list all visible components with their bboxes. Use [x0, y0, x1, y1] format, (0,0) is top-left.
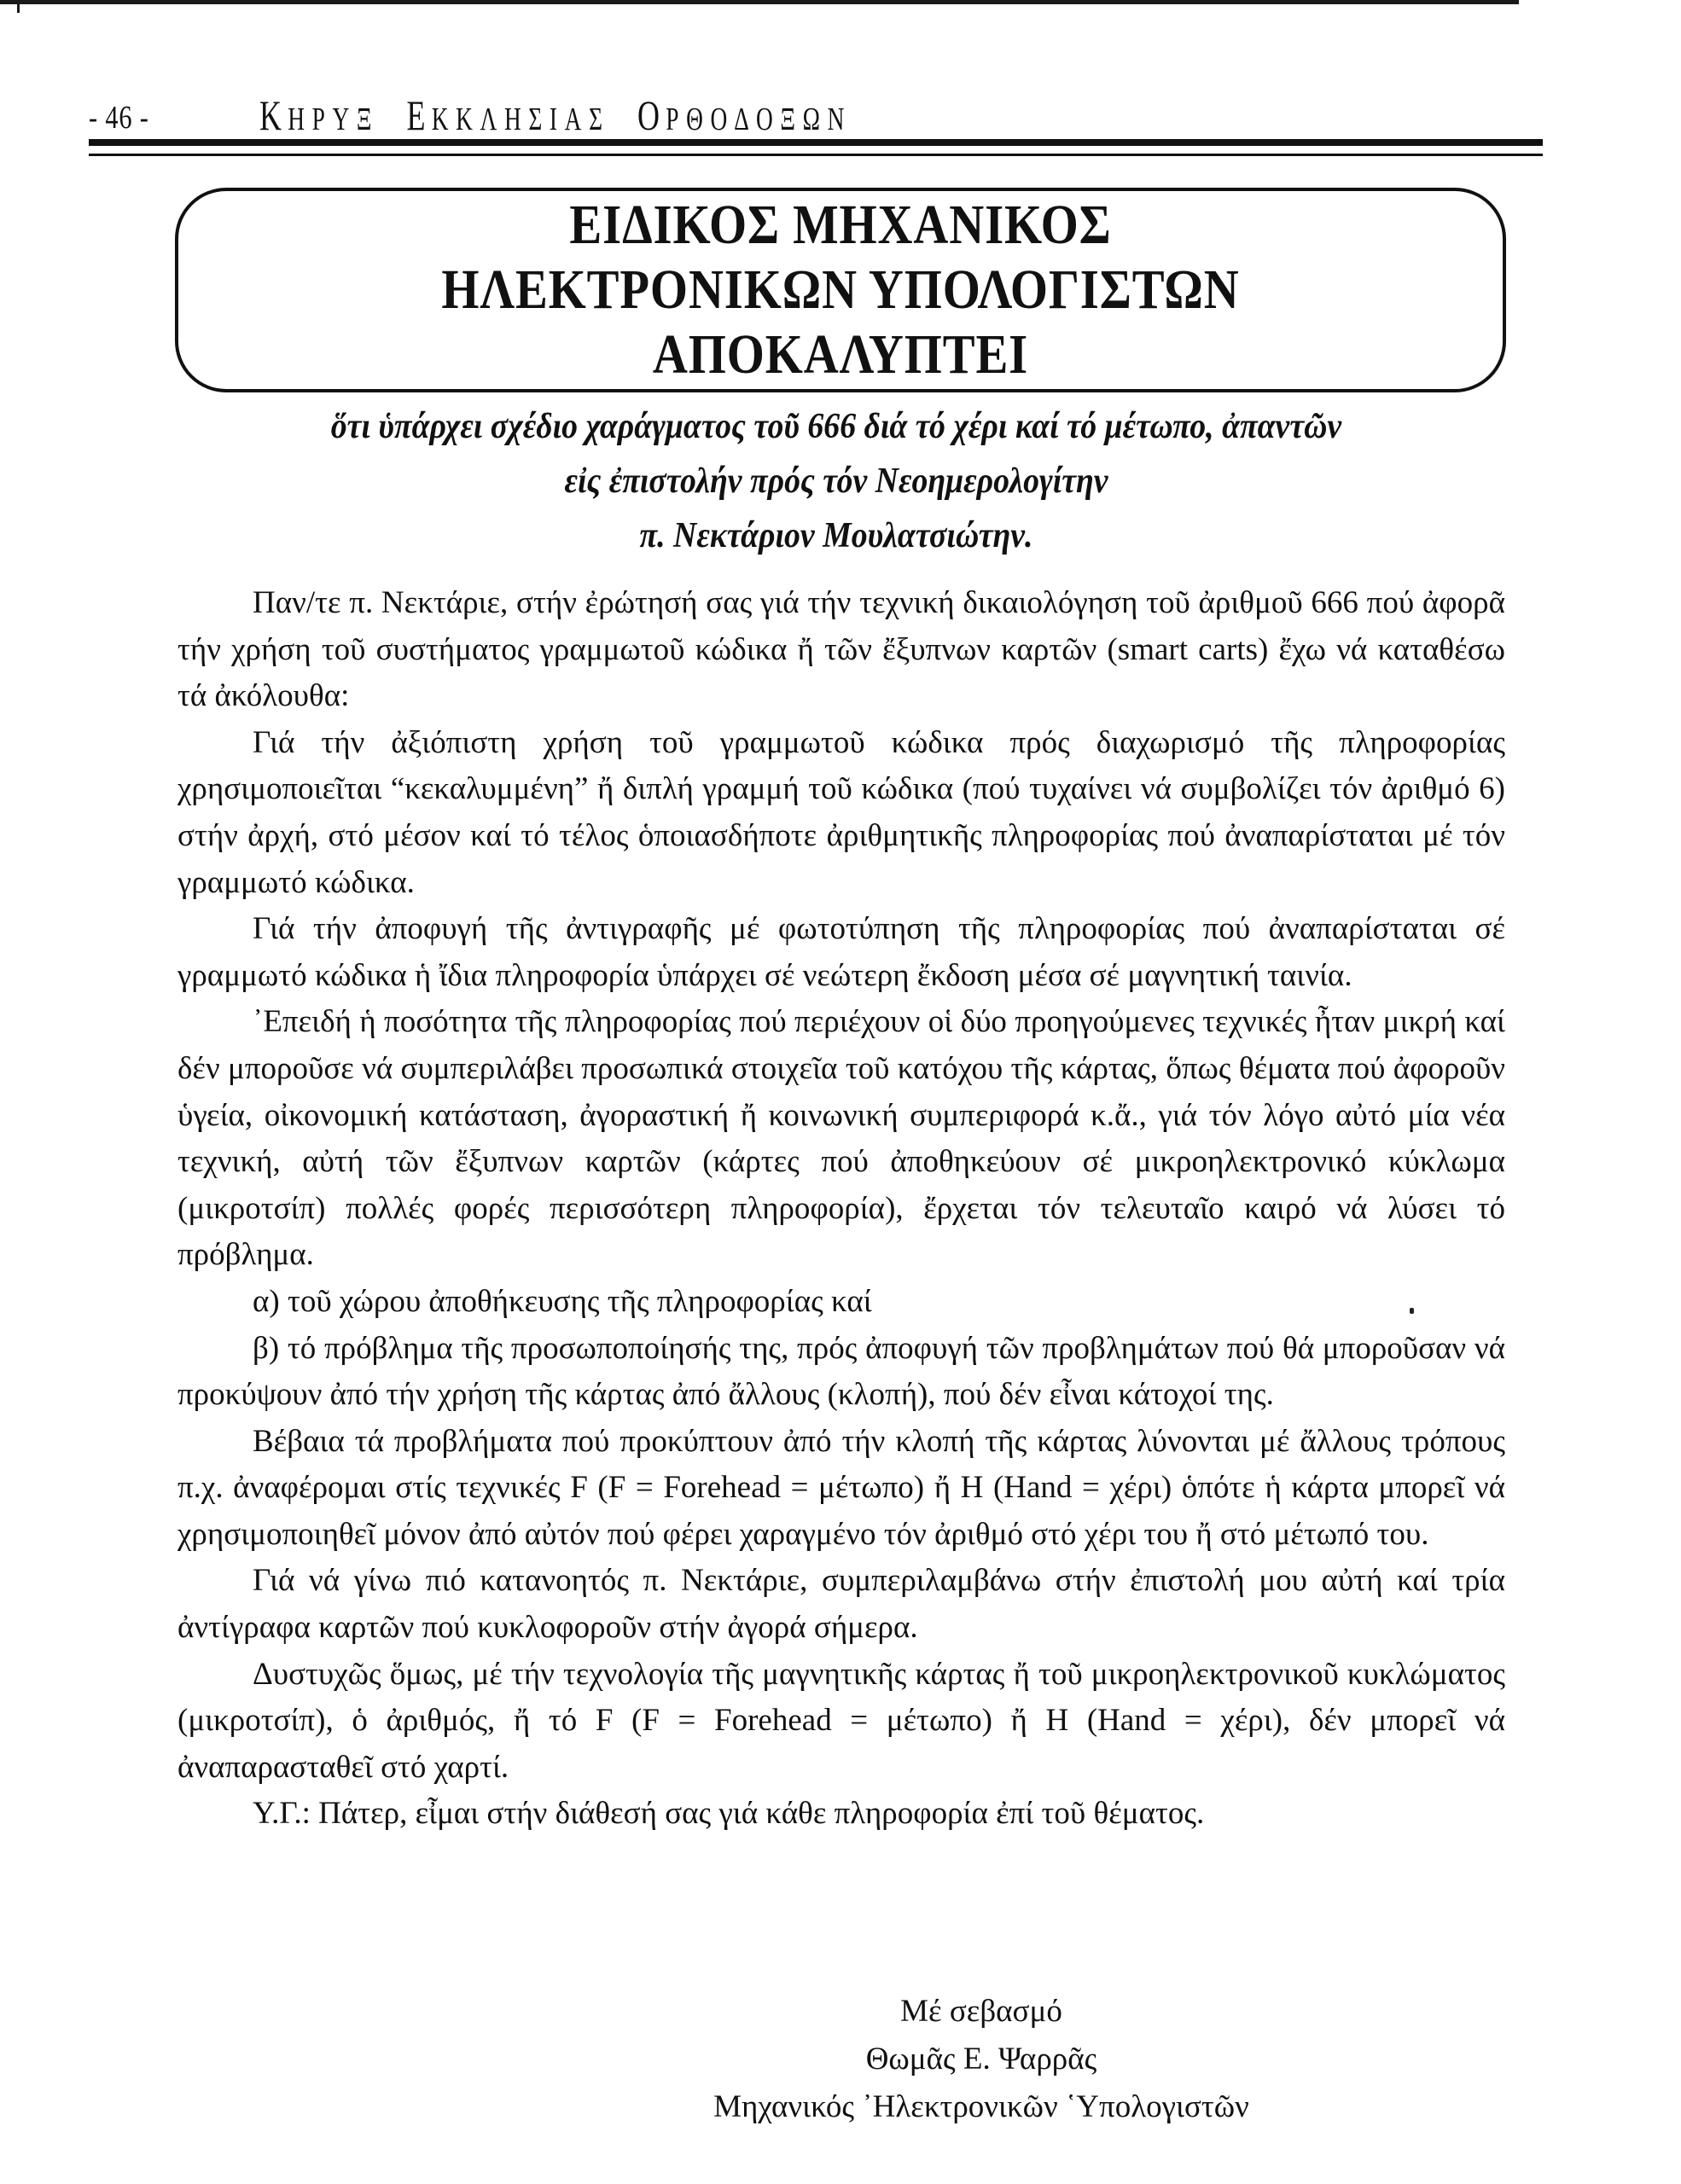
signature-name: Θωμᾶς Ε. Ψαρρᾶς [865, 2042, 1097, 2077]
subtitle-line-3: π. Νεκτάριον Μουλατσιώτην. [639, 516, 1033, 555]
paragraph-theft: Βέβαια τά προβλήματα πού προκύπτουν ἀπό τήν κλοπή τῆς κάρτας λύνονται μέ ἄλλους τρόπους π.χ. ἀναφέρομαι στίς τεχνικές F (F = Forehead = μέτωπο) ἤ H (Hand = χέρι) ὁπότε ἡ κάρτα μπορεῖ νά χρησιμοποιηθεῖ μόνον ἀπό αὐτόν πού φέρει χαραγμένο τόν ἀριθμό στό χέρι του ἤ στό μέτωπό του. [177, 1423, 1505, 1552]
journal-title-initial-2: Ε [406, 91, 432, 139]
signature-closing: Μέ σεβασμό [900, 1994, 1062, 2029]
headline [175, 193, 1506, 387]
signature-title: Μηχανικός ᾿Ηλεκτρονικῶν ῾Υπολογιστῶν [713, 2089, 1249, 2124]
paragraph-enclosures: Γιά νά γίνω πιό κατανοητός π. Νεκτάριε, συμπεριλαμβάνω στήν ἐπιστολή μου αὐτή καί τρία ἀντίγραφα καρτῶν πού κυκλοφοροῦν στήν ἀγορά σήμερα. [177, 1563, 1505, 1646]
header-rule-thin [89, 154, 1543, 156]
paragraph-salutation: Παν/τε π. Νεκτάριε, στήν ἐρώτησή σας γιά τήν τεχνική δικαιολόγηση τοῦ ἀριθμοῦ 666 πού ἀφορᾶ τήν χρήση τοῦ συστήματος γραμμωτοῦ κώδικα ἤ τῶν ἔξυπνων καρτῶν (smart carts) ἔχω νά καταθέσω τά ἀκόλουθα: [177, 585, 1505, 714]
header-rule-thick [89, 139, 1543, 146]
subtitle-line-2: εἰς ἐπιστολήν πρός τόν Νεοημερολογίτην [564, 462, 1108, 501]
scan-edge-mark [17, 4, 20, 13]
scan-speck [1410, 1308, 1414, 1314]
paragraph-smart-cards: ᾿Επειδή ἡ ποσότητα τῆς πληροφορίας πού περιέχουν οἱ δύο προηγούμενες τεχνικές ἦταν μικρή καί δέν μποροῦσε νά συμπεριλάβει προσωπικά στοιχεῖα τοῦ κατόχου τῆς κάρτας, ὅπως θέματα πού ἀφοροῦν ὑγεία, οἰκονομική κατάσταση, ἀγοραστική ἤ κοινωνική συμπεριφορά κ.ἄ., γιά τόν λόγο αὐτό μία νέα τεχνική, αὐτή τῶν ἔξυπνων καρτῶν (κάρτες πού ἀποθηκεύουν σέ μικροηλεκτρονικό κύκλωμα (μικροτσίπ) πολλές φορές περισσότερη πληροφορία), ἔρχεται τόν τελευταῖο καιρό νά λύσει τό πρόβλημα. [177, 1004, 1505, 1273]
list-item-b: β) τό πρόβλημα τῆς προσωποποίησής της, πρός ἀποφυγή τῶν προβλημάτων πού θά μποροῦσαν νά προκύψουν ἀπό τήν χρήση τῆς κάρτας ἀπό ἄλλους (κλοπή), πού δέν εἶναι κάτοχοί της. [177, 1330, 1505, 1413]
paragraph-postscript: Υ.Γ.: Πάτερ, εἶμαι στήν διάθεσή σας γιά κάθε πληροφορία ἐπί τοῦ θέματος. [253, 1796, 1205, 1832]
running-header [89, 85, 1539, 145]
headline-line-1: ΕΙΔΙΚΟΣ ΜΗΧΑΝΙΚΟΣ [569, 194, 1112, 256]
headline-line-2: ΗΛΕΚΤΡΟΝΙΚΩΝ ΥΠΟΛΟΓΙΣΤΩΝ [441, 258, 1240, 321]
signature-block [512, 1988, 1451, 2131]
subtitle-line-1: ὅτι ὑπάρχει σχέδιο χαράγματος τοῦ 666 διά τό χέρι καί τό μέτωπο, ἀπαντῶν [330, 407, 1342, 446]
letter-body [177, 580, 1505, 1838]
page-number: - 46 - [89, 100, 149, 136]
paragraph-barcode: Γιά τήν ἀξιόπιστη χρήση τοῦ γραμμωτοῦ κώδικα πρός διαχωρισμό τῆς πληροφορίας χρησιμοποιεῖται “κεκαλυμμένη” ἤ διπλή γραμμή τοῦ κώδικα (πού τυχαίνει νά συμβολίζει τόν ἀριθμό 6) στήν ἀρχή, στό μέσον καί τό τέλος ὁποιασδήποτε ἀριθμητικῆς πληροφορίας πού ἀναπαρίσταται μέ τόν γραμμωτό κώδικα. [177, 724, 1505, 900]
scan-edge-border [0, 0, 1519, 4]
journal-title-word-1: ΗΡΥΞ [288, 102, 380, 137]
journal-title-initial-1: Κ [259, 91, 288, 139]
journal-title-word-3: ΡΘΟΔΟΞΩΝ [666, 102, 852, 137]
journal-title-word-2: ΚΚΛΗΣΙΑΣ [431, 102, 610, 137]
list-item-a: α) τοῦ χώρου ἀποθήκευσης τῆς πληροφορίας καί [253, 1283, 872, 1319]
paragraph-magnetic-tape: Γιά τήν ἀποφυγή τῆς ἀντιγραφῆς μέ φωτοτύπηση τῆς πληροφορίας πού ἀναπαρίσταται σέ γραμμωτό κώδικα ἡ ἴδια πληροφορία ὑπάρχει σέ νεώτερη ἔκδοση μέσα σέ μαγνητική ταινία. [177, 911, 1505, 993]
journal-title-initial-3: Ο [637, 91, 666, 139]
headline-line-3: ΑΠΟΚΑΛΥΠΤΕΙ [652, 323, 1029, 386]
paragraph-limitation: Δυστυχῶς ὅμως, μέ τήν τεχνολογία τῆς μαγνητικῆς κάρτας ἤ τοῦ μικροηλεκτρονικοῦ κυκλώματος (μικροτσίπ), ὁ ἀριθμός, ἤ τό F (F = Forehead = μέτωπο) ἤ H (Hand = χέρι), δέν μπορεῖ νά ἀναπαρασταθεῖ στό χαρτί. [177, 1656, 1505, 1785]
subtitle [171, 399, 1502, 563]
journal-title [259, 90, 852, 140]
